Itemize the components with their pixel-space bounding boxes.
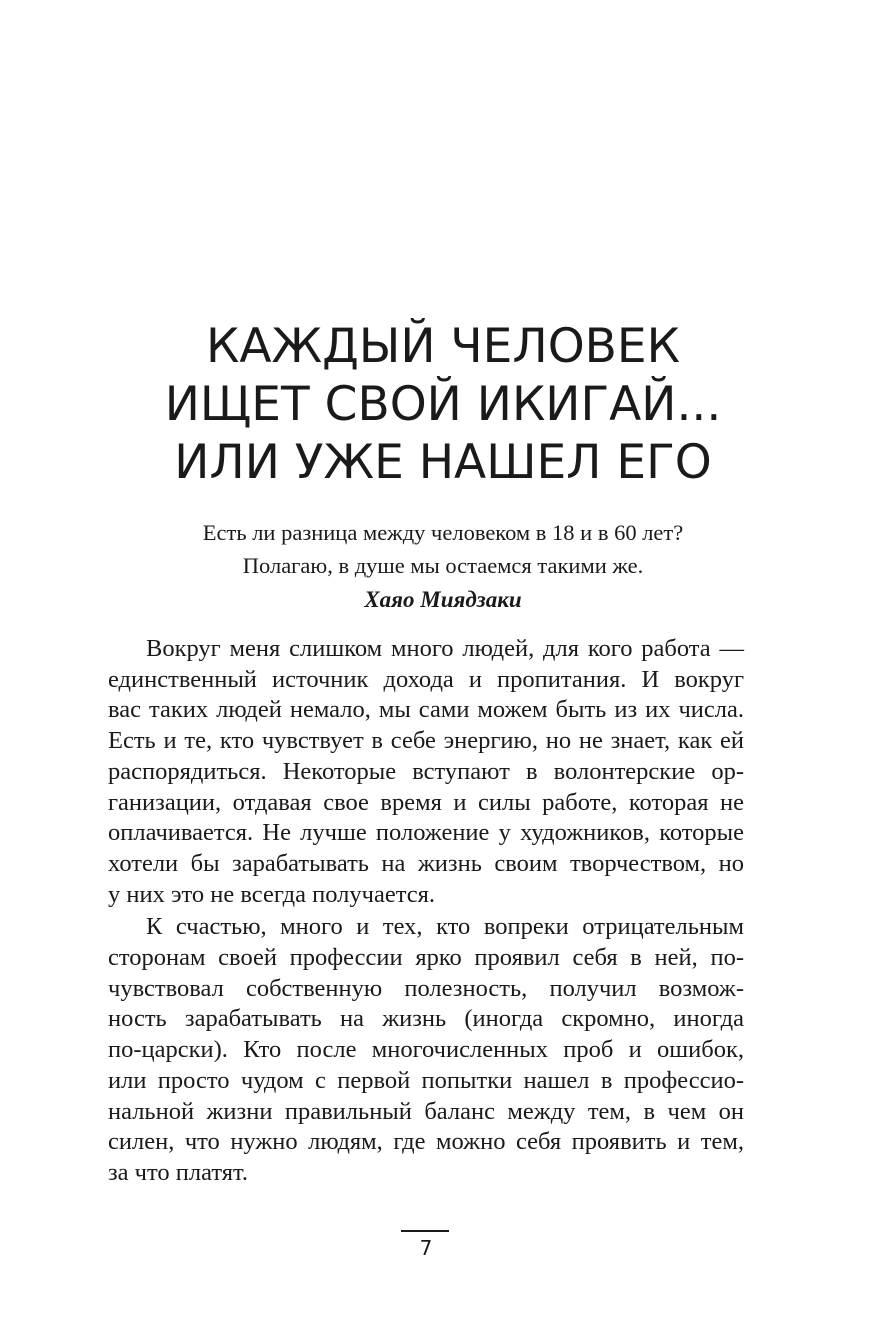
chapter-title-line: КАЖДЫЙ ЧЕЛОВЕК: [206, 319, 680, 374]
text-line: К счастью, много и тех, кто вопреки отрицательным: [146, 913, 744, 941]
text-line: чувствовал собственную полезность, получил возмож-: [108, 974, 744, 1002]
page-number: 7: [419, 1236, 433, 1260]
body-text: [108, 634, 744, 1189]
text-line: сторонам своей профессии ярко проявил себя в ней, по-: [108, 944, 744, 972]
text-line: распорядиться. Некоторые вступают в волонтерские ор-: [108, 757, 744, 785]
text-line: Вокруг меня слишком много людей, для кого работа —: [146, 635, 744, 662]
text-line: оплачивается. Не лучше положение у художников, которые: [108, 819, 744, 847]
text-line: или просто чудом с первой попытки нашел в профессио-: [108, 1066, 744, 1094]
footer-rule: [401, 1230, 449, 1232]
text-line: ганизации, отдавая свое время и силы работе, которая не: [108, 788, 744, 816]
paragraph: [108, 912, 744, 1188]
text-line: ность зарабатывать на жизнь (иногда скромно, иногда: [108, 1005, 744, 1033]
chapter-title: [60, 318, 826, 492]
paragraph: [108, 634, 744, 910]
text-line: нальной жизни правильный баланс между тем, в чем он: [108, 1097, 744, 1125]
chapter-title-line: ИЩЕТ СВОЙ ИКИГАЙ...: [164, 377, 722, 432]
text-line: Есть и те, кто чувствует в себе энергию, но не знает, как ей: [108, 727, 744, 755]
chapter-title-line: ИЛИ УЖЕ НАШЕЛ ЕГО: [174, 435, 712, 490]
epigraph-line: Полагаю, в душе мы остаемся такими же.: [242, 553, 644, 578]
text-line: хотели бы зарабатывать на жизнь своим творчеством, но: [108, 849, 744, 877]
epigraph-author: Хаяо Миядзаки: [364, 587, 522, 612]
text-line: за что платят.: [108, 1158, 248, 1186]
epigraph: [60, 516, 826, 582]
epigraph-line: Есть ли разница между человеком в 18 и в 60 лет?: [202, 520, 684, 545]
text-line: у них это не всегда получается.: [108, 880, 435, 908]
text-line: силен, что нужно людям, где можно себя проявить и тем,: [108, 1128, 744, 1156]
text-line: вас таких людей немало, мы сами можем быть из их числа.: [108, 696, 744, 724]
text-line: по-царски). Кто после многочисленных проб и ошибок,: [108, 1036, 744, 1064]
text-line: единственный источник дохода и пропитания. И вокруг: [108, 665, 744, 693]
